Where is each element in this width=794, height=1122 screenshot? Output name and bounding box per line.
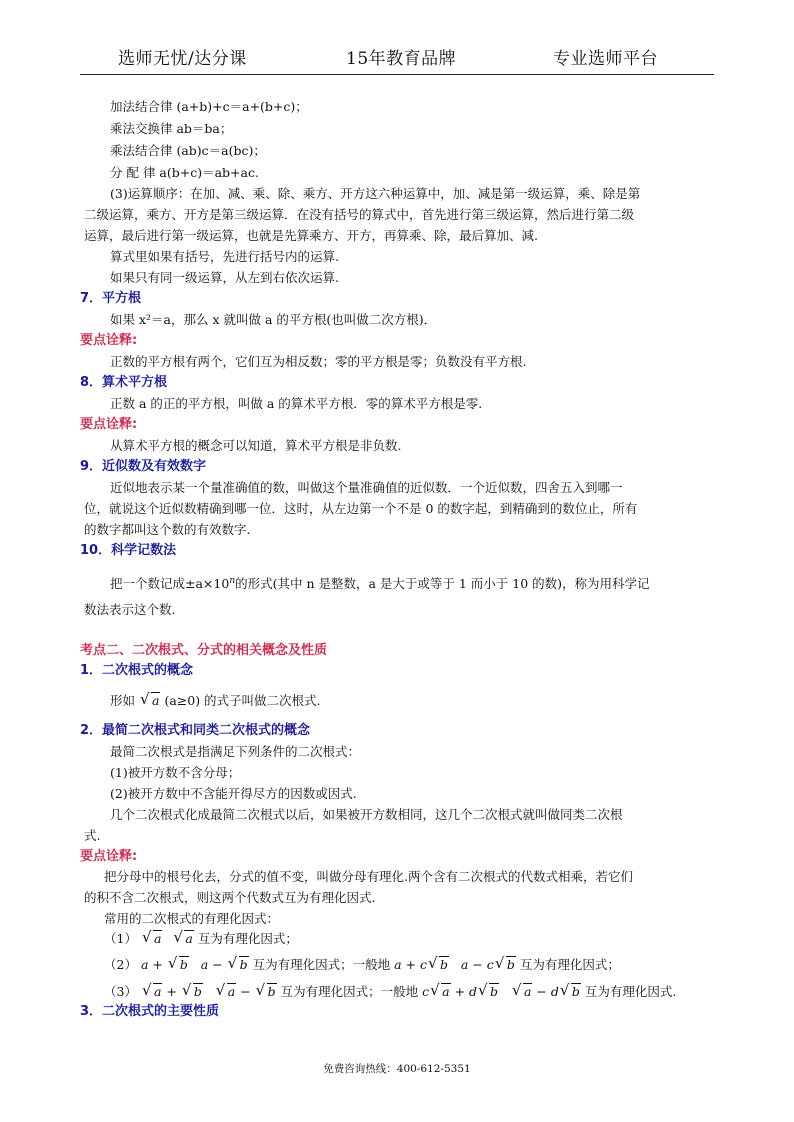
- radicand: a: [152, 693, 160, 708]
- section-heading: 9．近似数及有效数字: [80, 459, 207, 474]
- paragraph-line: 的积不含二次根式，则这两个代数式互为有理化因式.: [84, 890, 376, 905]
- law-line: 加法结合律 (a+b)+c＝a+(b+c)；: [110, 99, 308, 114]
- law-line: 乘法结合律 (ab)c＝a(bc)；: [110, 143, 266, 158]
- section-heading: 10．科学记数法: [80, 543, 177, 558]
- formula: a + c√ b a − c√ b: [394, 957, 516, 972]
- text-span: 把一个数记成±a×: [110, 576, 214, 592]
- topic-heading: 考点二、二次根式、分式的相关概念及性质: [80, 643, 328, 658]
- paragraph-line: 正数的平方根有两个，它们互为相反数；零的平方根是零；负数没有平方根.: [110, 354, 527, 369]
- section-heading: 7．平方根: [80, 291, 142, 306]
- power-base: 10: [213, 576, 230, 592]
- paragraph-line: [110, 572, 650, 593]
- formula-line: [104, 930, 298, 948]
- paragraph-line: 位，就说这个近似数精确到哪一位．这时，从左边第一个不是 0 的数字起，到精确到的数位止，所有: [84, 501, 638, 516]
- law-line: 乘法交换律 ab＝ba；: [110, 121, 233, 136]
- text-span: 互为有理化因式；一般地: [252, 957, 391, 972]
- paragraph-line: (2)被开方数中不含能开得尽方的因数或因式.: [110, 786, 357, 801]
- section-heading: 2．最简二次根式和同类二次根式的概念: [80, 723, 311, 738]
- paragraph-line: 数法表示这个数.: [84, 602, 176, 617]
- paragraph-line: (1)被开方数不含分母；: [110, 765, 241, 780]
- paragraph-line: 常用的二次根式的有理化因式：: [104, 911, 280, 926]
- item-number: （1）: [104, 931, 137, 946]
- formula-line: [104, 956, 620, 974]
- section-heading: 3．二次根式的主要性质: [80, 1004, 220, 1019]
- footer-hotline: 免费咨询热线：400-612-5351: [323, 1063, 471, 1075]
- text-span: 互为有理化因式；一般地: [280, 984, 419, 999]
- law-line: 分 配 律 a(b+c)＝ab+ac.: [110, 165, 259, 180]
- paragraph-line: 最简二次根式是指满足下列条件的二次根式：: [110, 744, 361, 759]
- item-number: （2）: [104, 957, 137, 972]
- formula: √ a + √ b √ a − √ b: [141, 984, 277, 999]
- paragraph-line: 二级运算，乘方、开方是第三级运算．在没有括号的算式中，首先进行第三级运算，然后进行第二级: [84, 207, 635, 222]
- text-span: 的形式(其中 n 是整数，a 是大于或等于 1 而小于 10 的数)，称为用科学记: [235, 576, 650, 592]
- paragraph-line: 的数字都叫这个数的有效数字.: [84, 522, 251, 537]
- paragraph-line: 几个二次根式化成最简二次根式以后，如果被开方数相同，这几个二次根式就叫做同类二次根: [110, 807, 623, 822]
- formula: √ a √ a: [141, 931, 198, 946]
- section-heading: 1．二次根式的概念: [80, 663, 194, 678]
- paragraph-line: 算式里如果有括号，先进行括号内的运算.: [110, 249, 339, 264]
- text-span: 互为有理化因式.: [584, 984, 677, 999]
- paragraph-line: 从算术平方根的概念可以知道，算术平方根是非负数.: [110, 438, 402, 453]
- radical: [141, 692, 160, 710]
- header-rule: [80, 74, 714, 75]
- section-heading: 8．算术平方根: [80, 375, 168, 390]
- paragraph-line: [110, 692, 321, 710]
- text-span: 互为有理化因式；: [519, 957, 620, 972]
- paragraph-line: 如果只有同一级运算，从左到右依次运算.: [110, 270, 339, 285]
- paragraph-line: 式.: [84, 828, 101, 843]
- header-right: 专业选师平台: [553, 49, 658, 69]
- paragraph-line: 近似地表示某一个量准确值的数，叫做这个量准确值的近似数．一个近似数，四舍五入到哪一: [110, 480, 623, 495]
- paragraph-line: 正数 a 的正的平方根，叫做 a 的算术平方根．零的算术平方根是零.: [110, 396, 483, 411]
- header-left: 选师无忧/达分课: [118, 49, 247, 69]
- text-span: 互为有理化因式；: [197, 931, 298, 946]
- paragraph-line: 如果 x²＝a，那么 x 就叫做 a 的平方根(也叫做二次方根)．: [110, 312, 437, 327]
- paragraph-line: 把分母中的根号化去，分式的值不变，叫做分母有理化.两个含有二次根式的代数式相乘，若它们: [104, 869, 633, 884]
- key-note-heading: 要点诠释:: [80, 849, 138, 864]
- formula-line: [104, 983, 676, 1001]
- paragraph-line: (3)运算顺序：在加、减、乘、除、乘方、开方这六种运算中，加、减是第一级运算，乘、除是第: [110, 186, 641, 201]
- key-note-heading: 要点诠释:: [80, 417, 138, 432]
- paragraph-line: 运算，最后进行第一级运算，也就是先算乘方、开方，再算乘、除，最后算加、减.: [84, 228, 538, 243]
- formula: a + √ b a − √ b: [141, 957, 249, 972]
- header-center: 15年教育品牌: [346, 49, 457, 69]
- item-number: （3）: [104, 984, 137, 999]
- formula: c√ a + d√ b √ a − d√ b: [422, 984, 581, 999]
- key-note-heading: 要点诠释:: [80, 333, 138, 348]
- text-span: 形如: [110, 693, 136, 708]
- power-exponent: n: [229, 576, 236, 586]
- text-span: (a≥0) 的式子叫做二次根式.: [164, 693, 321, 708]
